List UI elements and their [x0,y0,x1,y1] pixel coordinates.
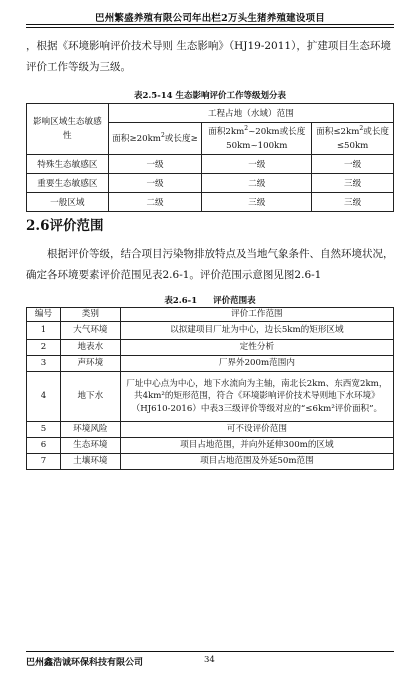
table2-cell: 3 [27,356,61,372]
table1-cell: 二级 [108,193,202,212]
running-header: 巴州繁盛养殖有限公司年出栏2万头生猪养殖建设项目 [95,13,325,24]
table1-caption: 表2.5-14 生态影响评价工作等级划分表 [133,91,287,101]
table2-cell: 以拟建项目厂址为中心，边长5km的矩形区域 [120,322,393,340]
table2-cell: 地表水 [60,340,120,356]
table2-header-cell: 评价工作范围 [120,308,393,322]
table2-caption: 表2.6-1 评价范围表 [164,296,256,306]
assessment-range-table [26,307,394,470]
table1-group-header: 工程占地（水域）范围 [108,104,393,123]
table-row [27,155,394,174]
table2-cell: 大气环境 [60,322,120,340]
table1-cell: 一级 [312,155,394,174]
table2-header-cell: 类别 [60,308,120,322]
header-rule-thin [26,27,394,28]
table2-cell: 项目占地范围，并向外延伸300m的区域 [120,438,393,454]
table-row [27,340,394,356]
table2-cell: 声环境 [60,356,120,372]
table2-header-row [27,308,394,322]
table-row [27,322,394,340]
table2-cell: 生态环境 [60,438,120,454]
table-row [27,193,394,212]
table1-cell: 一级 [108,155,202,174]
table1-cell: 一级 [202,155,312,174]
footer-company: 巴州鑫浩诚环保科技有限公司 [26,658,144,668]
header-rule-thick [26,24,394,25]
footer-rule [26,651,394,652]
table1-cell: 三级 [312,193,394,212]
table-row [27,454,394,470]
table-row [27,422,394,438]
table1-cell: 二级 [202,174,312,193]
table1-cell: 一级 [108,174,202,193]
table2-cell: 5 [27,422,61,438]
table2-cell: 可不设评价范围 [120,422,393,438]
table2-cell: 2 [27,340,61,356]
table-row [27,438,394,454]
table-row [27,174,394,193]
ecology-grade-table [26,103,394,212]
table2-cell: 4 [27,372,61,422]
table-row [27,356,394,372]
table2-cell: 地下水 [60,372,120,422]
table2-cell: 7 [27,454,61,470]
table2-cell: 环境风险 [60,422,120,438]
range-paragraph: 根据评价等级，结合项目污染物排放特点及当地气象条件、自然环境状况，确定各环境要素评价范围见表2.6-1。评价范围示意图见图2.6-1 [26,248,394,281]
table1-row-header: 影响区域生态敏感性 [27,104,109,155]
table1-cell: 三级 [312,174,394,193]
intro-paragraph: ，根据《环境影响评价技术导则 生态影响》（HJ19-2011），扩建项目生态环境评价工作等级为三级。 [26,40,391,73]
table1-col-small: 面积$\le 2km^2$或长度≤50km [312,123,394,155]
table2-header-cell: 编号 [27,308,61,322]
table1-cell: 特殊生态敏感区 [27,155,109,174]
table2-cell: 6 [27,438,61,454]
table1-col-medium: 面积$2km^2\sim 20km$或长度50km~100km [202,123,312,155]
table1-cell: 重要生态敏感区 [27,174,109,193]
table1-cell: 三级 [202,193,312,212]
table2-cell: 厂界外200m范围内 [120,356,393,372]
table1-col-large: 面积$\ge 20km^2$或长度≥ [108,123,202,155]
table2-cell: 定性分析 [120,340,393,356]
table1-cell: 一般区域 [27,193,109,212]
table-row [27,372,394,422]
page-number: 34 [204,655,215,665]
table2-cell: 厂址中心点为中心，地下水流向为主轴，南北长2km、东西宽2km，共4km²的矩形范围，符合《环境影响评价技术导则地下水环境》（HJ610-2016）中表3三级评价等级对应的“≤6km²评价面积”。 [120,372,393,422]
table2-cell: 1 [27,322,61,340]
section-heading: 2.6评价范围 [26,218,104,234]
table2-cell: 土壤环境 [60,454,120,470]
table2-cell: 项目占地范围及外延50m范围 [120,454,393,470]
